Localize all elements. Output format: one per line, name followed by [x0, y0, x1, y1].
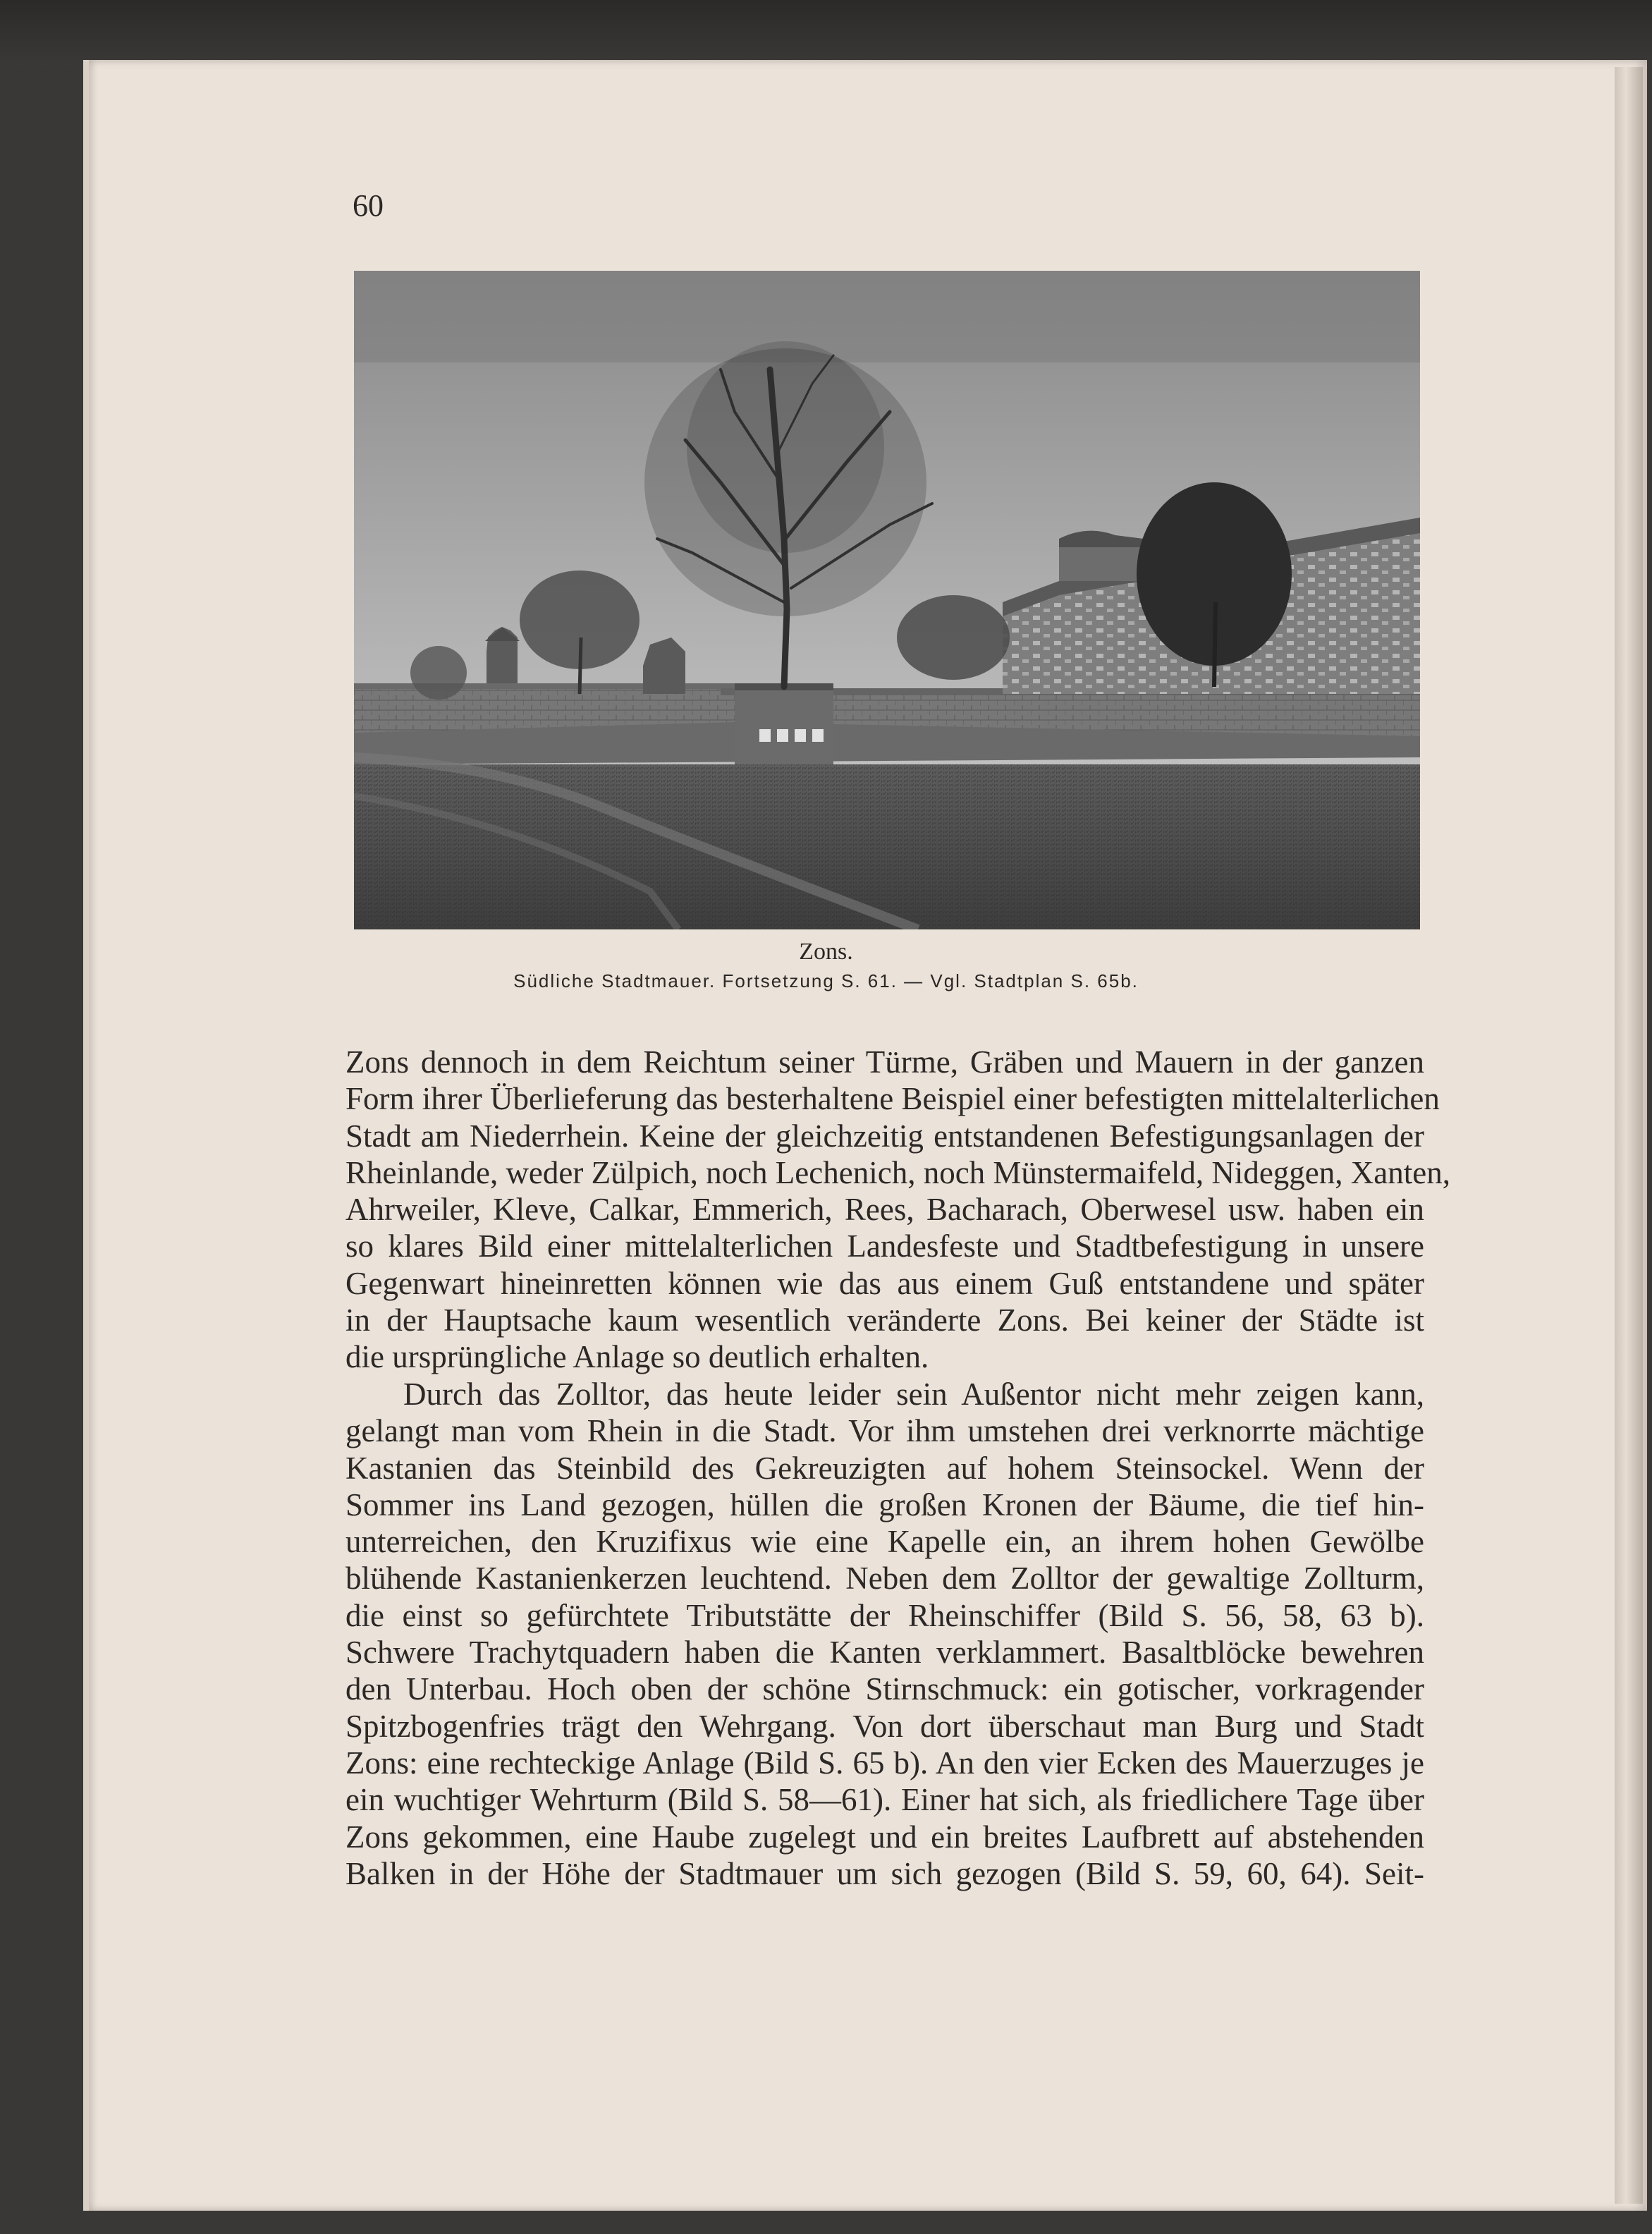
- text-line: Ahrweiler, Kleve, Calkar, Emmerich, Rees, Bacharach, Oberwesel usw. haben ein: [345, 1192, 1424, 1228]
- text-line: ein wuchtiger Wehrturm (Bild S. 58—61). Einer hat sich, als friedlichere Tage über: [345, 1782, 1424, 1818]
- text-line: Stadt am Niederrhein. Keine der gleichzeitig entstandenen Befestigungsanlagen der: [345, 1118, 1424, 1154]
- text-line: Zons gekommen, eine Haube zugelegt und ein breites Laufbrett auf abstehenden: [345, 1819, 1424, 1855]
- page-number: 60: [353, 188, 384, 223]
- text-line: Schwere Trachytquadern haben die Kanten verklammert. Basaltblöcke bewehren: [345, 1635, 1424, 1671]
- text-line: so klares Bild einer mittelalterlichen Landesfeste und Stadtbefestigung in unsere: [345, 1228, 1424, 1264]
- paragraph-1: [345, 1044, 1450, 1376]
- text-line: Zons: eine rechteckige Anlage (Bild S. 65 b). An den vier Ecken des Mauerzuges je: [345, 1745, 1424, 1781]
- text-line: Durch das Zolltor, das heute leider sein Außentor nicht mehr zeigen kann,: [403, 1377, 1424, 1412]
- photograph-zons-city-wall: [354, 271, 1420, 929]
- text-line: unterreichen, den Kruzifixus wie eine Kapelle ein, an ihrem hohen Gewölbe: [345, 1524, 1424, 1560]
- text-line: die einst so gefürchtete Tributstätte der Rheinschiffer (Bild S. 56, 58, 63 b).: [345, 1597, 1424, 1633]
- text-line: Sommer ins Land gezogen, hüllen die großen Kronen der Bäume, die tief hin-: [345, 1487, 1424, 1522]
- text-line: Spitzbogenfries trägt den Wehrgang. Von dort überschaut man Burg und Stadt: [345, 1708, 1424, 1744]
- text-line: Zons dennoch in dem Reichtum seiner Türme, Gräben und Mauern in der ganzen: [345, 1044, 1424, 1080]
- text-line: die ursprüngliche Anlage so deutlich erhalten.: [345, 1339, 929, 1375]
- scan-backdrop: [0, 0, 1652, 67]
- figure-caption-subtitle: Südliche Stadtmauer. Fortsetzung S. 61. — Vgl. Stadtplan S. 65b.: [513, 970, 1139, 991]
- text-line: Kastanien das Steinbild des Gekreuzigten auf hohem Steinsockel. Wenn der: [345, 1450, 1424, 1486]
- text-line: blühende Kastanienkerzen leuchtend. Neben dem Zolltor der gewaltige Zollturm,: [345, 1561, 1424, 1597]
- paragraph-2: [345, 1376, 1424, 1892]
- figure-caption-title: Zons.: [799, 939, 853, 965]
- text-line: Rheinlande, weder Zülpich, noch Lechenich, noch Münstermaifeld, Nideggen, Xanten,: [345, 1154, 1450, 1190]
- text-line: in der Hauptsache kaum wesentlich veränderte Zons. Bei keiner der Städte ist: [345, 1302, 1424, 1338]
- text-line: Form ihrer Überlieferung das besterhaltene Beispiel einer befestigten mittelalterlichen: [345, 1081, 1440, 1117]
- text-line: Gegenwart hineinretten können wie das aus einem Guß entstandene und später: [345, 1265, 1424, 1301]
- text-line: gelangt man vom Rhein in die Stadt. Vor ihm umstehen drei verknorrte mächtige: [345, 1413, 1424, 1449]
- page-edge: [1615, 67, 1643, 2204]
- text-line: Balken in der Höhe der Stadtmauer um sich gezogen (Bild S. 59, 60, 64). Seit-: [345, 1855, 1424, 1891]
- text-line: den Unterbau. Hoch oben der schöne Stirnschmuck: ein gotischer, vorkragender: [345, 1671, 1424, 1707]
